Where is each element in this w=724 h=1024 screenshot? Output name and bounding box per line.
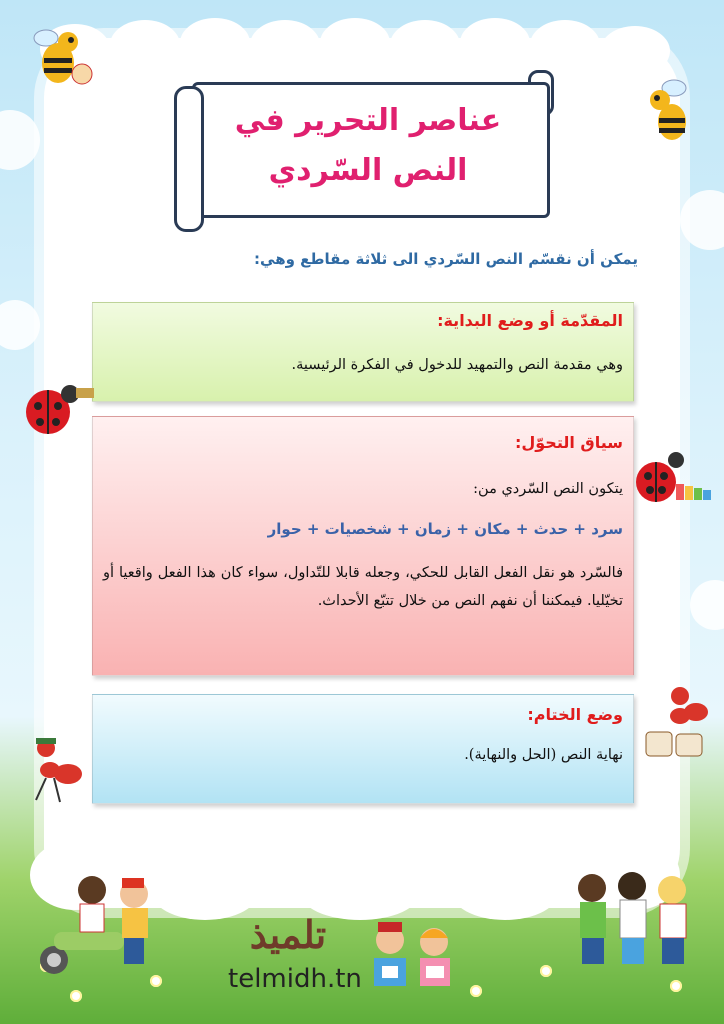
logo-latin: telmidh.tn — [228, 964, 362, 994]
reading-kids-icon — [360, 918, 464, 1004]
ladybug-icon — [18, 372, 98, 442]
section-beginning — [92, 302, 634, 402]
section-text: وهي مقدمة النص والتمهيد للدخول في الفكرة الرئيسية. — [291, 357, 623, 373]
page-title — [200, 96, 536, 196]
section-heading: وضع الختام: — [527, 705, 623, 724]
section-transition — [92, 416, 634, 676]
section-text: فالسّرد هو نقل الفعل القابل للحكي، وجعله قابلا للتّداول، سواء كان هذا الفعل واقعيا أو تخيّليا. فيمكننا أن نفهم النص من خلال تتبّع الأحداث. — [103, 565, 623, 609]
ant-drummer-icon — [640, 676, 720, 760]
title-line-1: عناصر التحرير في — [234, 103, 502, 138]
section-text: يتكون النص السّردي من: — [473, 481, 623, 497]
kids-scooter-icon — [34, 870, 164, 980]
site-logo[interactable] — [228, 912, 464, 1008]
ant-icon — [10, 730, 90, 810]
section-text: نهاية النص (الحل والنهاية). — [464, 747, 623, 763]
narrative-elements: سرد + حدث + مكان + زمان + شخصيات + حوار — [267, 520, 623, 538]
logo-arabic: تلميذ — [249, 912, 327, 957]
section-heading: المقدّمة أو وضع البداية: — [437, 311, 623, 330]
kids-group-icon — [570, 868, 700, 978]
title-line-2: النص السّردي — [268, 153, 468, 188]
section-heading: سياق التحوّل: — [514, 433, 623, 452]
ladybug-xylophone-icon — [630, 440, 720, 520]
bee-violin-icon — [632, 72, 702, 152]
intro-text: يمكن أن نقسّم النص السّردي الى ثلاثة مقاطع وهي: — [254, 250, 638, 268]
bee-drummer-icon — [18, 18, 98, 98]
section-ending — [92, 694, 634, 804]
